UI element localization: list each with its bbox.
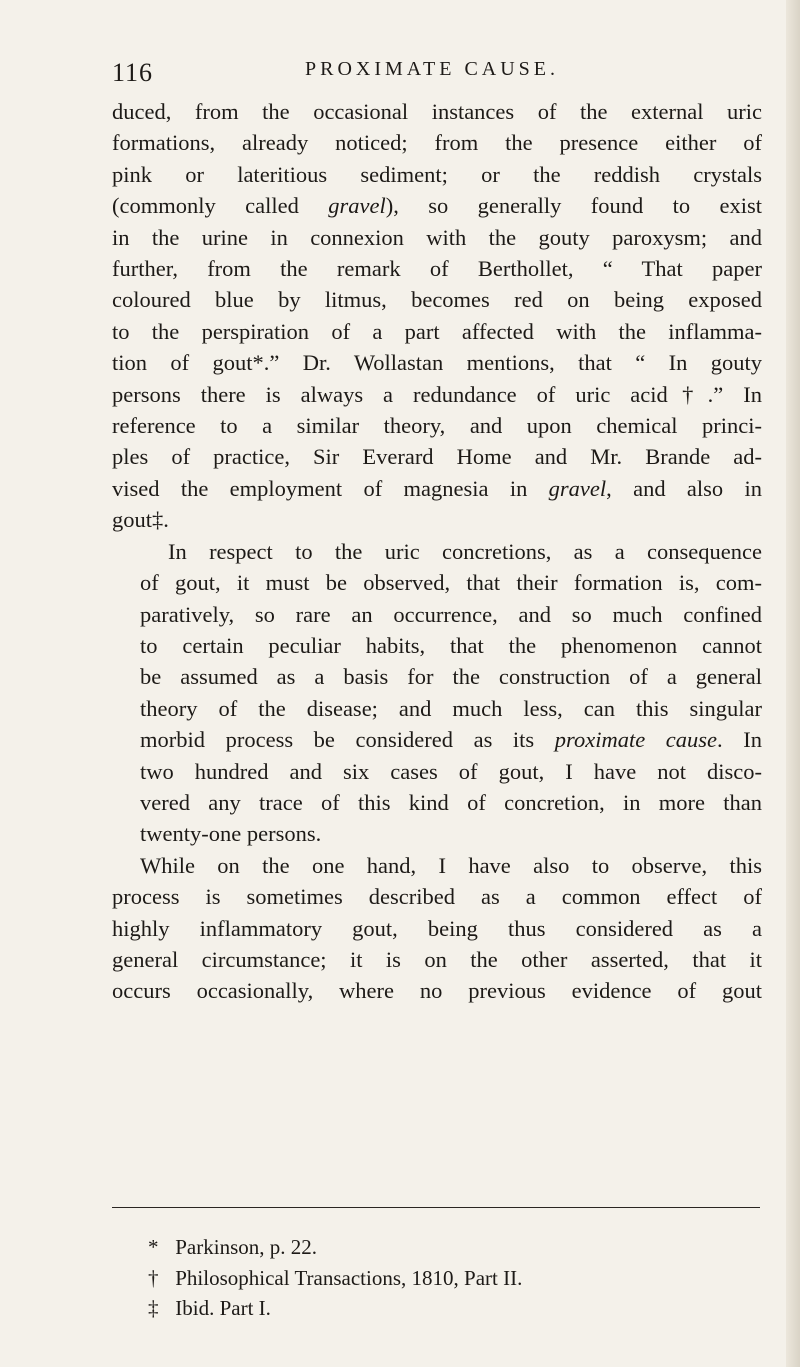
page-header xyxy=(112,52,752,86)
footnote-text: Philosophical Transactions, 1810, Part II. xyxy=(175,1265,523,1290)
text-line: ples of practice, Sir Everard Home and Mr. Brande ad- xyxy=(112,444,762,470)
text-line: In respect to the uric concretions, as a consequence xyxy=(168,538,762,564)
paragraph-1 xyxy=(112,96,762,536)
italic-term: proximate cause xyxy=(554,727,718,753)
text-line: in the urine in connexion with the gouty paroxysm; and xyxy=(112,224,762,250)
text-line: gout‡. xyxy=(112,507,169,533)
text-line: coloured blue by litmus, becomes red on being exposed xyxy=(112,287,762,313)
footnotes xyxy=(148,1232,748,1324)
text-line: occurs occasionally, where no previous evidence of gout xyxy=(112,978,762,1004)
footnote-divider xyxy=(112,1207,760,1208)
text-line: general circumstance; it is on the other asserted, that it xyxy=(112,946,762,972)
footnote xyxy=(148,1263,748,1294)
text-line: be assumed as a basis for the construction of a general xyxy=(140,664,762,690)
italic-term: gravel xyxy=(548,475,607,501)
footnote xyxy=(148,1232,748,1263)
text-line: paratively, so rare an occurrence, and so much confined xyxy=(140,601,762,627)
paragraph-3 xyxy=(112,850,762,1007)
text-line: tion of gout*.” Dr. Wollastan mentions, that “ In gouty xyxy=(112,350,762,376)
paragraph-2 xyxy=(112,536,762,850)
italic-term: gravel xyxy=(328,193,386,219)
text-line: (commonly called gravel), so generally found to exist xyxy=(112,193,762,219)
text-line: theory of the disease; and much less, can this singular xyxy=(140,695,762,721)
text-line: process is sometimes described as a common effect of xyxy=(112,884,762,910)
text-line: to the perspiration of a part affected with the inflamma- xyxy=(112,318,762,344)
footnote-text: Parkinson, p. 22. xyxy=(175,1235,317,1259)
text-line: duced, from the occasional instances of the external uric xyxy=(112,99,762,124)
footnote xyxy=(148,1293,748,1324)
text-line: highly inflammatory gout, being thus considered as a xyxy=(112,915,762,941)
text-line: vered any trace of this kind of concretion, in more than xyxy=(140,789,762,815)
footnote-mark: * xyxy=(148,1235,159,1259)
footnote-mark: † xyxy=(148,1265,159,1290)
text-line: reference to a similar theory, and upon chemical princi- xyxy=(112,413,762,439)
text-line: morbid process be considered as its proximate cause. In xyxy=(140,727,763,753)
text-line: While on the one hand, I have also to observe, this xyxy=(140,852,762,878)
footnote-text: Ibid. Part I. xyxy=(175,1296,271,1320)
text-line: persons there is always a redundance of uric acid†.” In xyxy=(112,381,762,407)
running-head: PROXIMATE CAUSE. xyxy=(304,58,560,80)
text-line: of gout, it must be observed, that their formation is, com- xyxy=(140,570,762,596)
text-line: to certain peculiar habits, that the phenomenon cannot xyxy=(140,632,762,658)
body-text xyxy=(112,96,762,1007)
text-line: twenty-one persons. xyxy=(140,821,322,847)
text-line: pink or lateritious sediment; or the reddish crystals xyxy=(112,161,762,187)
text-line: vised the employment of magnesia in gravel, and also in xyxy=(112,475,763,501)
text-line: two hundred and six cases of gout, I have not disco- xyxy=(140,758,762,784)
footnote-mark: ‡ xyxy=(148,1296,159,1320)
text-line: formations, already noticed; from the presence either of xyxy=(112,130,762,156)
text-line: further, from the remark of Berthollet, “ That paper xyxy=(112,256,762,282)
page-number: 116 xyxy=(112,58,154,87)
page-edge xyxy=(786,0,800,1367)
